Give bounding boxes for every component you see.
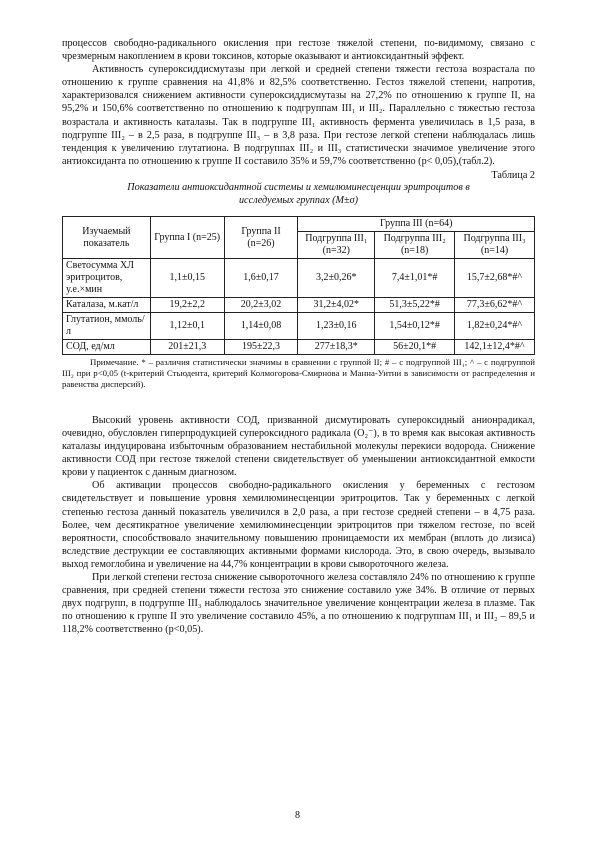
cell-subgroup-1: 3,2±0,26* <box>298 259 375 298</box>
cell-subgroup-3: 77,3±6,62*#^ <box>455 298 535 313</box>
paragraph-serum-iron: При легкой степени гестоза снижение сывороточного железа составляло 24% по отношению к группе сравнения, при средней степени тяжести гестоза это снижение составило уже 34%. В отличие от первых двух подгрупп, в подгруппе III₃ наблюдалось значительное увеличение концентрации железа в плазме. Так по отношению к группе II это увеличение составило 45%, а по отношению к подгруппам III₁ и III₂ – 89,5 и 118,2% соответственно (p<0,05). <box>62 571 535 636</box>
table-header-row-1 <box>63 217 535 232</box>
table-row <box>63 298 535 313</box>
cell-subgroup-3: 1,82±0,24*#^ <box>455 313 535 340</box>
cell-subgroup-2: 1,54±0,12*# <box>375 313 455 340</box>
cell-subgroup-1: 1,23±0,16 <box>298 313 375 340</box>
row-indicator-name: Глутатион, ммоль/л <box>63 313 151 340</box>
page-number: 8 <box>295 810 300 821</box>
cell-subgroup-2: 56±20,1*# <box>375 340 455 355</box>
cell-subgroup-2: 7,4±1,01*# <box>375 259 455 298</box>
header-subgroup-1: Подгруппа III₁ (n=32) <box>298 232 375 259</box>
table-label: Таблица 2 <box>491 169 535 181</box>
cell-subgroup-3: 142,1±12,4*#^ <box>455 340 535 355</box>
table-row <box>63 313 535 340</box>
paragraph-sod-discussion: Высокий уровень активности СОД, призванной дисмутировать супероксидный анионрадикал, очевидно, обусловлен гиперпродукцией супероксидного радикала (O₂⁻), в то время как высокая активность каталазы индуцирована избыточным образованием нестабильной молекулы перекиси водорода. Снижение активности СОД при гестозе тяжелой степени свидетельствует об уменьшении антиоксидантной емкости крови у пациенток с данным диагнозом. <box>62 414 535 479</box>
paragraph-sod-activity: Активность супероксиддисмутазы при легкой и средней степени тяжести гестоза возрастала по отношению к группе сравнения на 41,8% и 82,5% соответственно. Гестоз тяжелой степени, напротив, характеризовался снижением активности супероксиддисмутазы на 27,2% по отношению к группе II, на 95,2% и 150,6% соответственно по отношению к подгруппам III₁ и III₂. Параллельно с тяжестью гестоза возрастала и активность каталазы. Так в подгруппе III₁ активность фермента увеличилась в 1,5 раза, в подгруппе III₂ – в 2,5 раза, в подгруппе III₃ – в 3,8 раза. При гестозе легкой степени наблюдалась лишь тенденция к увеличению глутатиона. В подгруппах III₂ и III₃ статистически значимое увеличение этого антиоксиданта по отношению к группе II составило 35% и 59,7% соответственно (p< 0,05),(табл.2). <box>62 64 535 167</box>
cell-group-2: 20,2±3,02 <box>224 298 298 313</box>
header-group-2: Группа II (n=26) <box>224 217 298 259</box>
paragraph-continuation: процессов свободно-радикального окисления при гестозе тяжелой степени, по-видимому, связано с чрезмерным накоплением в крови токсинов, которые оказывают и антиоксидантный эффект. <box>62 38 535 63</box>
results-table <box>62 216 535 355</box>
table-caption <box>62 182 535 207</box>
table-caption-line-1: Показатели антиоксидантной системы и хемилюминесценции эритроцитов в <box>127 181 470 193</box>
cell-group-2: 195±22,3 <box>224 340 298 355</box>
table-note: Примечание. * – различия статистически значимы в сравнении с группой II; # – с подгруппой III₁; ^ – с подгруппой III₂ при p<0,05 (t-критерий Стьюдента, критерий Колмогорова-Смирнова и Манна-Уитни в зависимости от распределения и равенства дисперсий). <box>62 357 535 389</box>
header-indicator: Изучаемый показатель <box>63 217 151 259</box>
cell-subgroup-3: 15,7±2,68*#^ <box>455 259 535 298</box>
paragraph-chemiluminescence: Об активации процессов свободно-радикального окисления у беременных с гестозом свидетельствует и повышение уровня хемилюминесценции эритроцитов. Так у беременных с легкой степенью гестоза данный показатель увеличился в 2,0 раза, а при гестозе средней степени – в 4,75 раза. Более, чем десятикратное увеличение хемилюминесценции эритроцитов при тяжелом гестозе, по всей вероятности, способствовало значительному повышению проницаемости их мембран (вплоть до лизиса) вследствие деструкции ее составляющих активными формами кислорода. Это, в свою очередь, вызывало выход гемоглобина и увеличение на 44,7% концентрации в крови сывороточного железа. <box>62 480 535 570</box>
header-subgroup-2: Подгруппа III₂ (n=18) <box>375 232 455 259</box>
cell-subgroup-2: 51,3±5,22*# <box>375 298 455 313</box>
cell-group-1: 201±21,3 <box>150 340 224 355</box>
header-group-3: Группа III (n=64) <box>298 217 535 232</box>
cell-group-2: 1,14±0,08 <box>224 313 298 340</box>
row-indicator-name: Каталаза, м.кат/л <box>63 298 151 313</box>
table-row <box>63 340 535 355</box>
header-subgroup-3: Подгруппа III₃ (n=14) <box>455 232 535 259</box>
table-caption-line-2: исследуемых группах (M±σ) <box>238 194 359 206</box>
cell-group-1: 1,12±0,1 <box>150 313 224 340</box>
document-page <box>62 37 535 636</box>
cell-subgroup-1: 277±18,3* <box>298 340 375 355</box>
header-group-1: Группа I (n=25) <box>150 217 224 259</box>
cell-group-1: 19,2±2,2 <box>150 298 224 313</box>
row-indicator-name: СОД, ед/мл <box>63 340 151 355</box>
cell-subgroup-1: 31,2±4,02* <box>298 298 375 313</box>
table-row <box>63 259 535 298</box>
row-indicator-name: Светосумма ХЛ эритроцитов, у.е.×мин <box>63 259 151 298</box>
cell-group-1: 1,1±0,15 <box>150 259 224 298</box>
cell-group-2: 1,6±0,17 <box>224 259 298 298</box>
